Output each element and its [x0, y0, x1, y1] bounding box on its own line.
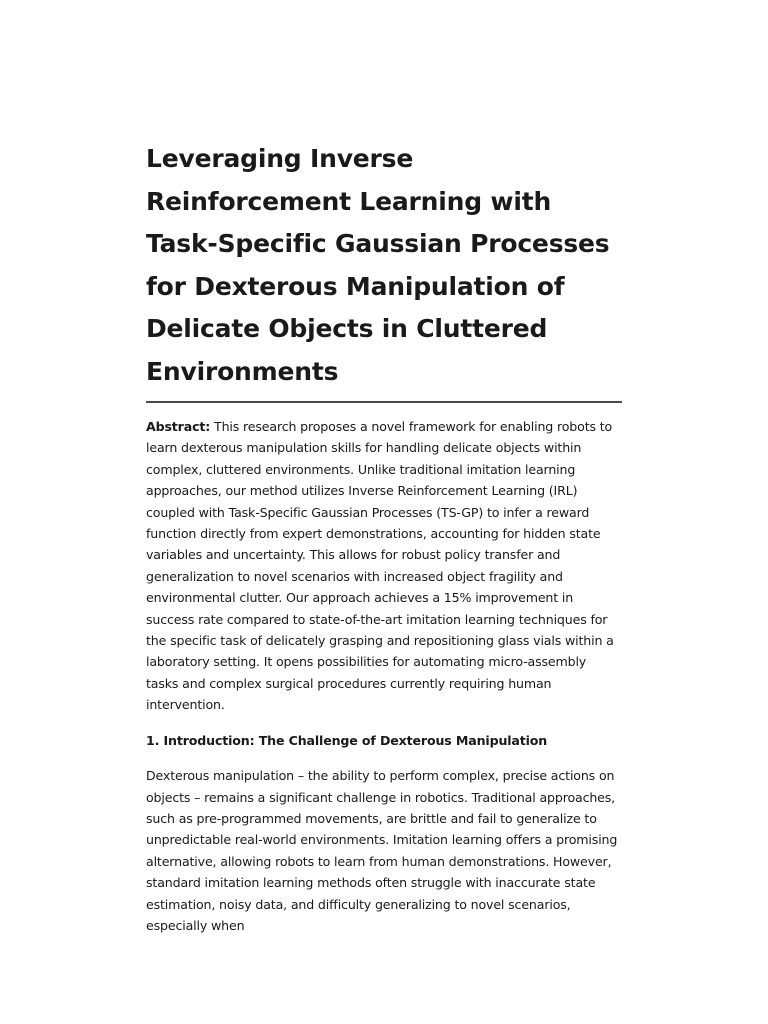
abstract-paragraph: [146, 416, 622, 716]
title-divider: [146, 401, 622, 403]
abstract-text: This research proposes a novel framework for enabling robots to learn dexterous manipulation skills for handling delicate objects within complex, cluttered environments. Unlike traditional imitation learning approaches, our method utilizes Inverse Reinforcement Learning (IRL) coupled with Task-Specific Gaussian Processes (TS-GP) to infer a reward function directly from expert demonstrations, accounting for hidden state variables and uncertainty. This allows for robust policy transfer and generalization to novel scenarios with increased object fragility and environmental clutter. Our approach achieves a 15% improvement in success rate compared to state-of-the-art imitation learning techniques for the specific task of delicately grasping and repositioning glass vials within a laboratory setting. It opens possibilities for automating micro-assembly tasks and complex surgical procedures currently requiring human intervention.: [146, 419, 614, 713]
section-heading-introduction: 1. Introduction: The Challenge of Dexterous Manipulation: [146, 732, 548, 748]
paper-page: [146, 138, 622, 936]
abstract-label: Abstract:: [146, 419, 211, 434]
introduction-paragraph: Dexterous manipulation – the ability to perform complex, precise actions on objects – remains a significant challenge in robotics. Traditional approaches, such as pre-programmed movements, are brittle and fail to generalize to unpredictable real-world environments. Imitation learning offers a promising alternative, allowing robots to learn from human demonstrations. However, standard imitation learning methods often struggle with inaccurate state estimation, noisy data, and difficulty generalizing to novel scenarios, especially when: [146, 768, 618, 933]
paper-title: Leveraging Inverse Reinforcement Learning with Task-Specific Gaussian Processes for Dexterous Manipulation of Delicate Objects in Cluttered Environments: [146, 144, 610, 386]
